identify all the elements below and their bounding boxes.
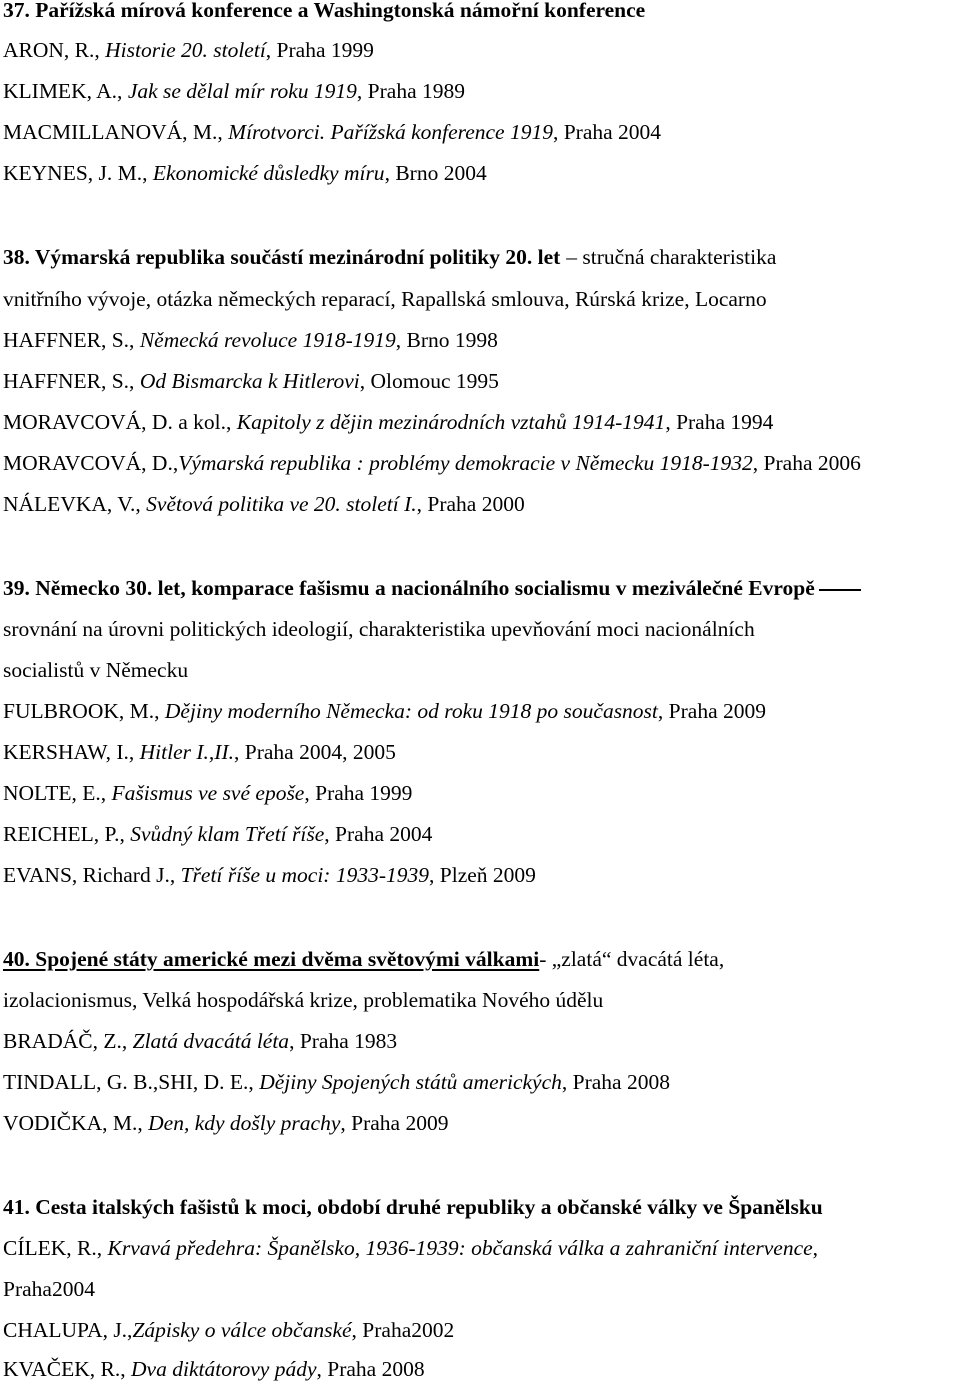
section-41-heading: 41. Cesta italských fašistů k moci, období druhé republiky a občanské války ve Španělsku [3,1195,823,1219]
ref-rest: , [812,1236,819,1260]
ref-title: Výmarská republika : problémy demokracie v Německu 1918-1932 [178,451,753,475]
reference-item [3,408,773,436]
ref-rest: , Plzeň 2009 [429,863,536,887]
ref-rest: , Brno 1998 [395,328,498,352]
reference-item [3,738,396,766]
heading-number: 38. [3,245,35,269]
ref-title: Ekonomické důsledky míru [152,161,385,185]
ref-author: VODIČKA, M., [3,1111,149,1135]
ref-author: KEYNES, J. M., [3,161,153,185]
ref-title: Kapitoly z dějin mezinárodních vztahů 1914-1941 [236,410,666,434]
ref-title: Mírotvorci. Pařížská konference 1919 [228,120,553,144]
ref-author: KVAČEK, R., [3,1357,132,1381]
ref-rest: , Praha 1999 [304,781,413,805]
reference-item [3,367,499,395]
reference-item [3,36,374,64]
reference-item [3,490,525,518]
ref-rest: , Praha 1989 [356,79,465,103]
ref-author: CHALUPA, J., [3,1318,133,1342]
reference-item [3,1316,454,1344]
heading-title: 39. Německo 30. let, komparace fašismu a nacionálního socialismu v meziválečné Evropě [3,576,815,600]
ref-author: CÍLEK, R., [3,1236,108,1260]
ref-rest: , Praha 2009 [657,699,766,723]
ref-title: Zápisky o válce občanské [132,1318,352,1342]
ref-rest: , Praha 2000 [416,492,525,516]
ref-title: Dějiny moderního Německa: od roku 1918 po současnost [164,699,658,723]
reference-item [3,820,432,848]
ref-rest: , Praha 1983 [289,1029,398,1053]
reference-item [3,1355,425,1383]
ref-title: Krvavá předehra: Španělsko, 1936-1939: občanská válka a zahraniční intervence [107,1236,813,1260]
reference-item [3,1027,397,1055]
ref-author: REICHEL, P., [3,822,131,846]
ref-rest: , Praha2002 [351,1318,455,1342]
ref-rest: , Praha 1994 [665,410,774,434]
ref-title: Německá revoluce 1918-1919 [139,328,396,352]
section-39-description-cont: socialistů v Německu [3,658,189,682]
ref-title: Svůdný klam Třetí říše [130,822,325,846]
reference-item [3,449,861,477]
ref-title: Světová politika ve 20. století I. [146,492,417,516]
ref-author: FULBROOK, M., [3,699,165,723]
section-39-heading [3,574,865,602]
ref-title: Fašismus ve své epoše [111,781,305,805]
ref-rest: , Praha 2009 [340,1111,449,1135]
section-39-description: srovnání na úrovni politických ideologií, charakteristika upevňování moci nacionálních [3,617,755,641]
ref-title: Dějiny Spojených států amerických [259,1070,562,1094]
heading-rest: stručná charakteristika [577,245,777,269]
ref-author: BRADÁČ, Z., [3,1029,133,1053]
reference-item [3,1234,818,1262]
ref-title: Den, kdy došly prachy [148,1111,341,1135]
ref-rest: , Praha 2006 [752,451,861,475]
ref-author: HAFFNER, S., [3,369,140,393]
ref-title: Zlatá dvacátá léta [132,1029,290,1053]
reference-item [3,77,465,105]
ref-rest: , Praha 2008 [561,1070,670,1094]
reference-item [3,118,661,146]
ref-rest: , Praha 1999 [265,38,374,62]
ref-title: Od Bismarcka k Hitlerovi [139,369,360,393]
ref-author: MORAVCOVÁ, D., [3,451,179,475]
ref-author: NÁLEVKA, V., [3,492,147,516]
ref-author: HAFFNER, S., [3,328,140,352]
heading-dash [819,589,861,591]
heading-dash: – [566,245,578,269]
ref-author: KLIMEK, A., [3,79,128,103]
section-37-heading: 37. Pařížská mírová konference a Washingtonská námořní konference [3,0,646,22]
heading-title: Výmarská republika součástí mezinárodní politiky 20. let [34,245,561,269]
ref-author: ARON, R., [3,38,106,62]
ref-rest: , Praha 2004, 2005 [234,740,396,764]
ref-rest: , Praha 2004 [552,120,662,144]
section-38-heading [3,243,776,271]
reference-item [3,779,412,807]
ref-author: TINDALL, G. B.,SHI, D. E., [3,1070,260,1094]
ref-rest: Praha2004 [3,1277,95,1301]
ref-rest: , Praha 2004 [324,822,433,846]
reference-item [3,1109,448,1137]
section-40-heading [3,945,724,973]
reference-item-cont [3,1275,95,1303]
section-40-description: izolacionismus, Velká hospodářská krize, problematika Nového údělu [3,988,604,1012]
section-38-description: vnitřního vývoje, otázka německých reparací, Rapallská smlouva, Rúrská krize, Locarno [3,287,767,311]
ref-rest: , Praha 2008 [316,1357,425,1381]
ref-author: MACMILLANOVÁ, M., [3,120,229,144]
reference-item [3,326,498,354]
ref-rest: , Brno 2004 [384,161,487,185]
ref-author: KERSHAW, I., [3,740,140,764]
ref-title: Jak se dělal mír roku 1919 [127,79,357,103]
ref-title: Hitler I.,II. [139,740,234,764]
ref-title: Třetí říše u moci: 1933-1939 [180,863,430,887]
ref-author: EVANS, Richard J., [3,863,181,887]
heading-title: 40. Spojené státy americké mezi dvěma světovými válkami [3,947,540,971]
ref-title: Dva diktátorovy pády [131,1357,317,1381]
ref-author: NOLTE, E., [3,781,112,805]
reference-item [3,159,487,187]
ref-title: Historie 20. století [105,38,266,62]
reference-item [3,861,536,889]
ref-rest: , Olomouc 1995 [359,369,499,393]
heading-rest: - „zlatá“ dvacátá léta, [539,947,725,971]
reference-item [3,697,766,725]
ref-author: MORAVCOVÁ, D. a kol., [3,410,237,434]
reference-item [3,1068,670,1096]
